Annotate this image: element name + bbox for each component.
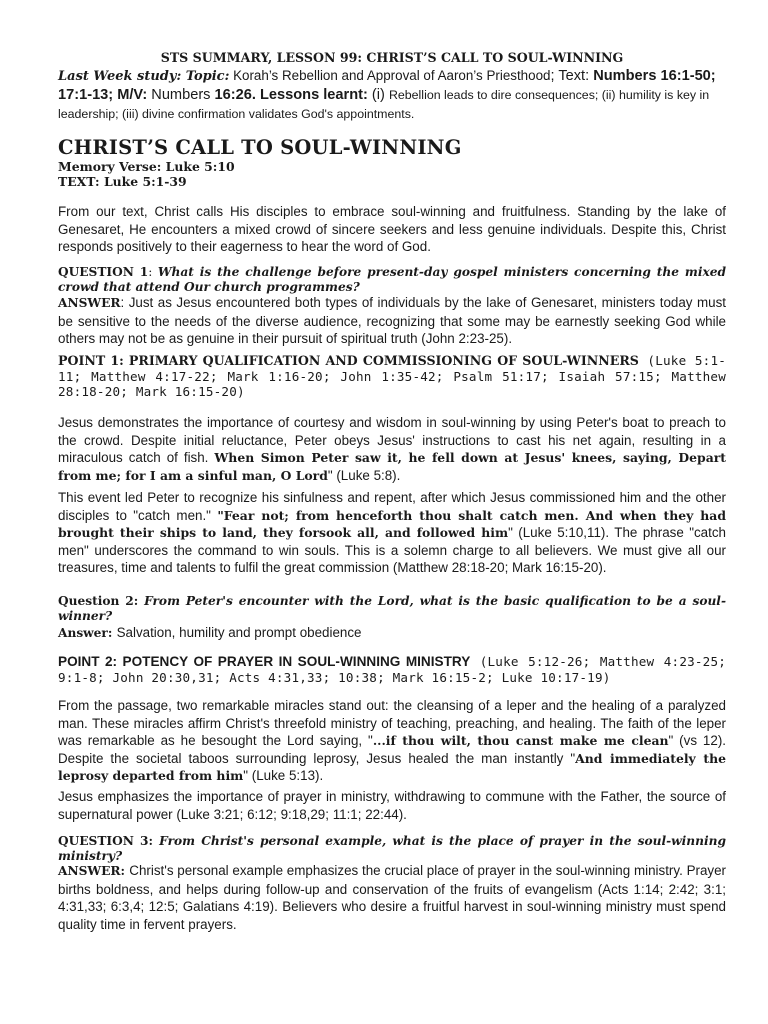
point-1-references: (Luke 5:1-11; Matthew 4:17-22; Mark 1:16-20; John 1:35-42; Psalm 51:17; Isaiah 57:15; Matthew 28:18-20; Mark 16:15-20): [58, 353, 727, 400]
scripture-quote-luke-5-12: ...if thou wilt, thou canst make me clean: [372, 733, 669, 748]
question-3: [58, 834, 726, 864]
point-2-title: POINT 2: POTENCY OF PRAYER IN SOUL-WINNING MINISTRY: [58, 654, 471, 669]
last-week-summary: [58, 66, 726, 124]
point-1-title: POINT 1: PRIMARY QUALIFICATION AND COMMISSIONING OF SOUL-WINNERS: [58, 353, 639, 368]
last-week-text-label: ; Text:: [550, 68, 594, 84]
last-week-lessons-label: Lessons learnt:: [259, 87, 372, 103]
point-2-heading: [58, 654, 726, 685]
last-week-text-value: Numbers 16:1-50; 17:1-13; M/V:: [58, 68, 716, 103]
point-1-paragraph-1: Jesus demonstrates the importance of courtesy and wisdom in soul-winning by using Peter's boat to preach to the crowd. Despite initial reluctance, Peter obeys Jesus' instructions to cast his net again, resulting in a miraculous catch of fish. When Simon Peter saw it, he fell down at Jesus' knees, saying, Depart from me; for I am a sinful man, O Lord" (Luke 5:8).: [58, 415, 727, 483]
point-2-paragraph-2: Jesus emphasizes the importance of prayer in ministry, withdrawing to commune with the Father, the source of supernatural power (Luke 3:21; 6:12; 9:18,29; 11:1; 22:44).: [58, 789, 726, 822]
answer-1: [58, 294, 726, 348]
scripture-quote-luke-5-8: When Simon Peter saw it, he fell down at Jesus' knees, saying, Depart from me; for I am a sinful man, O Lord: [58, 450, 727, 483]
answer-2: [58, 624, 726, 642]
question-3-label: QUESTION 3:: [58, 834, 160, 848]
scripture-quote-luke-5-13: And immediately the leprosy departed from him: [58, 750, 726, 783]
text-reference: TEXT: Luke 5:1-39: [58, 174, 187, 189]
answer-3-label: ANSWER:: [58, 864, 130, 878]
point-2-references: (Luke 5:12-26; Matthew 4:23-25; 9:1-8; John 20:30,31; Acts 4:31,33; 10:38; Mark 16:15-2; Luke 10:17-19): [58, 654, 727, 685]
answer-3: [58, 862, 726, 933]
question-1-text: What is the challenge before present-day gospel ministers concerning the mixed crowd that attend Our church programmes?: [58, 265, 726, 295]
question-2: [58, 594, 726, 624]
answer-3-text: Christ's personal example emphasizes the crucial place of prayer in the soul-winning ministry. Prayer births boldness, and helps during follow-up and conservation of the fruits of evangelism (Acts 1:14; 2:42; 3:1; 4:31,33; 6:3,4; 12:5; Galatians 4:19). Believers who desire a fruitful harvest in soul-winning ministry must spend quality time in fervent prayers.: [58, 863, 727, 932]
answer-1-label: ANSWER: [58, 296, 121, 310]
question-1: QUESTION 1: What is the challenge before present-day gospel ministers concerning the mixed crowd that attend Our church programmes?: [58, 265, 726, 295]
last-week-mv-ref: 16:26.: [214, 87, 260, 103]
answer-2-text: Salvation, humility and prompt obedience: [116, 625, 362, 640]
lesson-header-title: STS SUMMARY, LESSON 99: CHRIST’S CALL TO SOUL-WINNING: [160, 50, 624, 65]
point-2-paragraph-1: From the passage, two remarkable miracles stand out: the cleansing of a leper and the healing of a paralyzed man. These miracles affirm Christ's threefold ministry of teaching, preaching, and healing. The faith of the leper was remarkable as he besought the Lord saying, "...if thou wilt, thou canst make me clean" (vs 12). Despite the societal taboos surrounding leprosy, Jesus healed the man instantly "And immediately the leprosy departed from him" (Luke 5:13).: [58, 698, 726, 783]
scripture-quote-luke-5-10: "Fear not; from henceforth thou shalt catch men. And when they had brought their ships to land, they forsook all, and followed him: [58, 507, 727, 540]
memory-verse: Memory Verse: Luke 5:10: [58, 159, 235, 174]
question-3-text: From Christ's personal example, what is the place of prayer in the soul-winning ministry?: [58, 834, 727, 864]
last-week-lesson-i: (i): [371, 87, 389, 103]
page-title: CHRIST’S CALL TO SOUL-WINNING: [58, 136, 462, 159]
question-1-label: QUESTION 1: [58, 265, 149, 279]
last-week-label: Last Week study: Topic:: [58, 69, 230, 84]
answer-2-label: Answer:: [58, 626, 117, 640]
question-2-label: Question 2:: [58, 594, 145, 608]
last-week-mv-value: Numbers: [151, 87, 215, 103]
point-1-heading: [58, 353, 726, 400]
memory-verse-block: [58, 159, 726, 189]
point-1-paragraph-2: This event led Peter to recognize his sinfulness and repent, after which Jesus commissioned him and the other disciples to "catch men." "Fear not; from henceforth thou shalt catch men. And when they had brought their ships to land, they forsook all, and followed him" (Luke 5:10,11). The phrase "catch men" underscores the command to win souls. This is a solemn charge to all believers. We must give all our treasures, time and talents to fulfil the great commission (Matthew 28:18-20; Mark 16:15-20).: [58, 490, 727, 575]
last-week-topic: Korah’s Rebellion and Approval of Aaron’s Priesthood: [229, 68, 551, 83]
answer-1-text: : Just as Jesus encountered both types of individuals by the lake of Genesaret, ministers today must be sensitive to the needs of the diverse audience, recognizing that some may be earnestly seeking God while others may not be as genuine in their pursuit of spiritual truth (John 2:23-25).: [58, 295, 726, 346]
question-2-text: From Peter's encounter with the Lord, what is the basic qualification to be a soul-winner?: [58, 594, 726, 624]
last-week-lessons-text: Rebellion leads to dire consequences; (ii) humility is key in leadership; (iii) divine confirmation validates God's appointments.: [58, 88, 710, 121]
intro-paragraph: From our text, Christ calls His disciples to embrace soul-winning and fruitfulness. Standing by the lake of Genesaret, He encounters a mixed crowd of sincere seekers and less genuine individuals. Despite this, Christ responds positively to their eagerness to hear the word of God.: [58, 204, 726, 254]
